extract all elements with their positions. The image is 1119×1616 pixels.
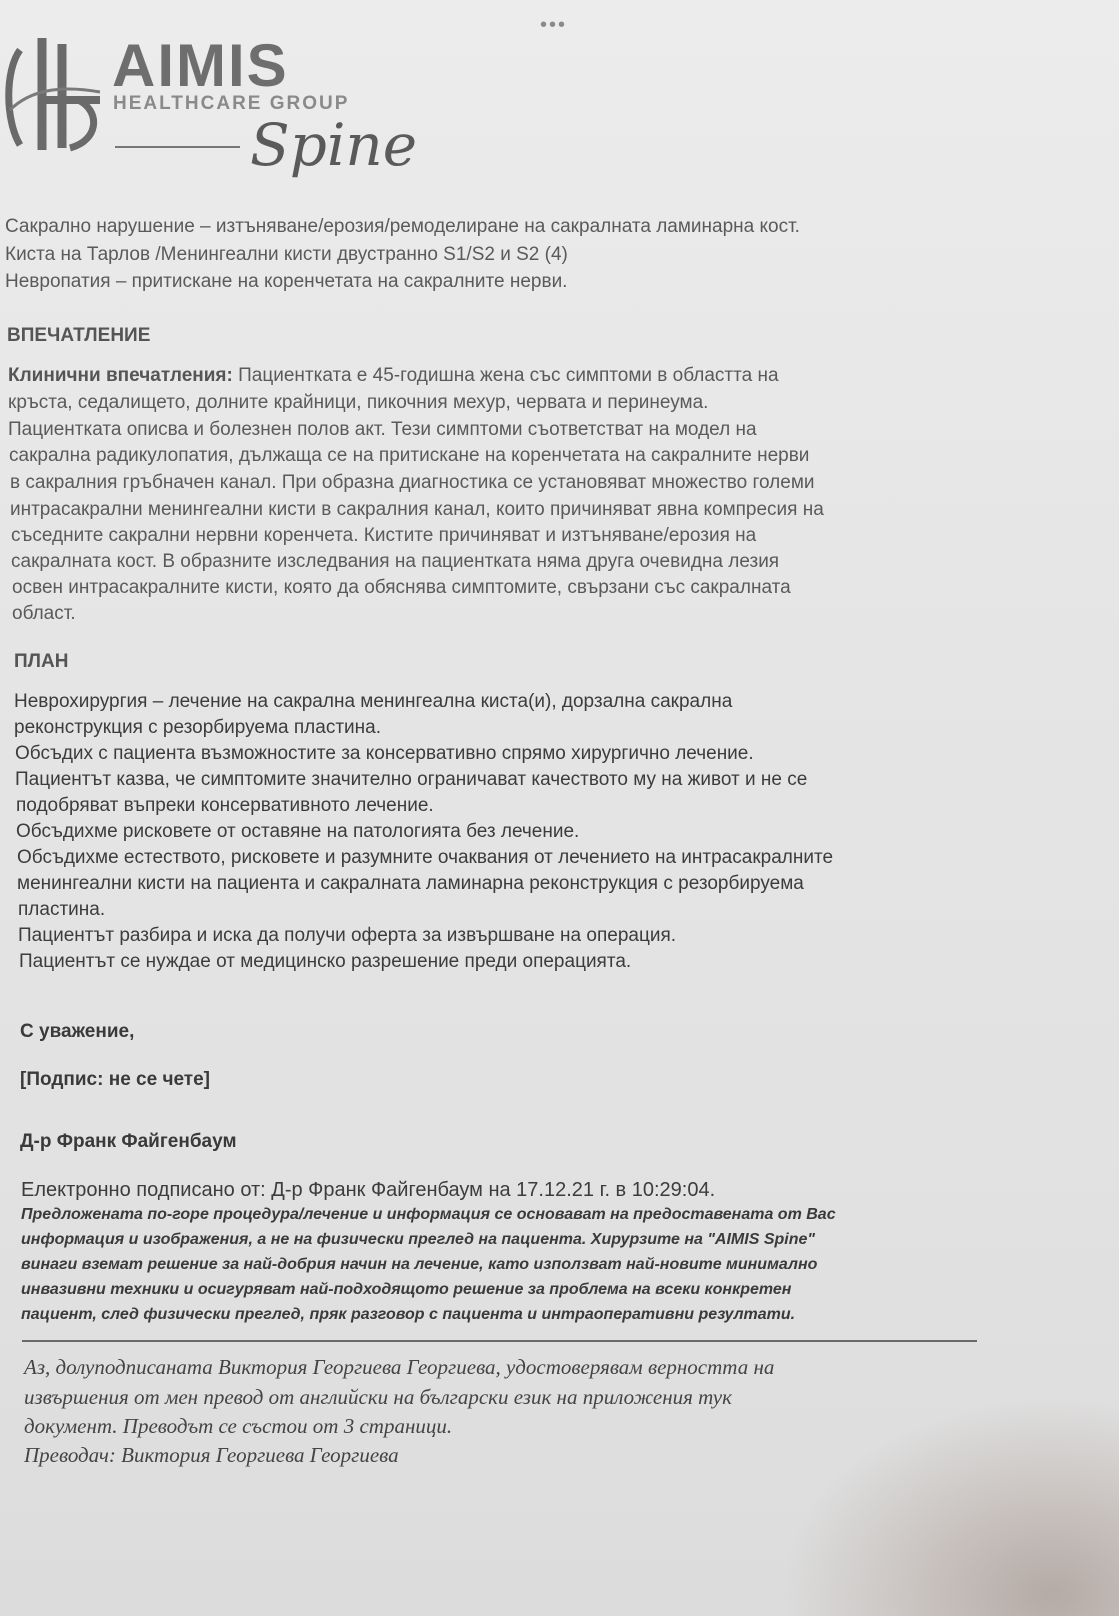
impression-line: област.	[12, 603, 76, 624]
disclaimer-line: пациент, след физически преглед, пряк разговор с пациента и интраоперативни резултати.	[21, 1306, 796, 1323]
more-options-icon[interactable]: •••	[540, 14, 568, 36]
diagnosis-line: Сакрално нарушение – изтъняване/ерозия/ремоделиране на сакралната ламинарна кост.	[5, 216, 800, 237]
impression-line: съседните сакрални нервни коренчета. Кистите причиняват и изтъняване/ерозия на	[11, 525, 757, 546]
diagnosis-line: Киста на Тарлов /Менингеални кисти двустранно S1/S2 и S2 (4)	[5, 244, 568, 265]
disclaimer-line: винаги вземат решение за най-добрия начин на лечение, като използват най-новите минимално	[21, 1256, 818, 1273]
plan-line: Пациентът казва, че симптомите значително ограничават качеството му на живот и не се	[15, 769, 808, 790]
disclaimer-line: информация и изображения, а не на физически преглед на пациента. Хирурзите на "AIMIS Spine"	[21, 1231, 815, 1248]
diagnosis-line: Невропатия – притискане на коренчетата на сакралните нерви.	[5, 271, 568, 292]
impression-line: кръста, седалището, долните крайници, пикочния мехур, червата и перинеума.	[8, 392, 709, 413]
logo-divider	[115, 146, 240, 148]
impression-line: Пациентката описва и болезнен полов акт. Тези симптоми съответстват на модел на	[8, 419, 757, 440]
impression-lead: Клинични впечатления:	[8, 365, 233, 386]
plan-line: реконструкция с резорбируема пластина.	[14, 717, 381, 738]
plan-line: Обсъдих с пациента възможностите за консервативно спрямо хирургично лечение.	[15, 743, 754, 764]
section-heading-impression: ВПЕЧАТЛЕНИЕ	[7, 325, 151, 346]
plan-line: Обсъдихме естеството, рисковете и разумните очаквания от лечението на интрасакралните	[17, 847, 834, 868]
translator-note-line: документ. Преводът се състои от 3 страници.	[24, 1414, 453, 1438]
electronic-signature: Електронно подписано от: Д-р Франк Файгенбаум на 17.12.21 г. в 10:29:04.	[21, 1179, 716, 1201]
divider-line	[22, 1340, 977, 1342]
photo-shadow	[779, 1396, 1119, 1616]
disclaimer-line: Предложената по-горе процедура/лечение и информация се основават на предоставената от Вас	[21, 1206, 836, 1223]
impression-line	[8, 366, 779, 385]
impression-line: интрасакрални менингеални кисти в сакралния канал, които причиняват явна компресия на	[10, 499, 824, 520]
logo-subtitle: HEALTHCARE GROUP	[113, 93, 350, 114]
plan-line: Пациентът се нуждае от медицинско разрешение преди операцията.	[19, 951, 632, 972]
plan-line: пластина.	[18, 899, 106, 920]
plan-line: менингеални кисти на пациента и сакралната ламинарна реконструкция с резорбируема	[17, 873, 804, 894]
translator-note-line: извършения от мен превод от английски на български език на приложения тук	[24, 1385, 732, 1409]
doctor-name: Д-р Франк Файгенбаум	[20, 1131, 237, 1152]
translator-note-line: Аз, долуподписаната Виктория Георгиева Георгиева, удостоверявам верността на	[24, 1355, 775, 1379]
aimis-emblem-icon	[0, 30, 110, 160]
impression-line: сакрална радикулопатия, дължаща се на притискане на коренчетата на сакралните нерви	[9, 445, 810, 466]
impression-line: в сакралния гръбначен канал. При образна диагностика се установяват множество големи	[10, 472, 815, 493]
closing-regards: С уважение,	[20, 1021, 135, 1042]
plan-line: Пациентът разбира и иска да получи оферта за извършване на операция.	[18, 925, 677, 946]
section-heading-plan: ПЛАН	[14, 651, 69, 672]
logo-brand-text: AIMIS	[112, 32, 289, 99]
impression-line: сакралната кост. В образните изследвания на пациентката няма друга очевидна лезия	[11, 551, 780, 572]
plan-line: подобряват въпреки консервативното лечение.	[16, 795, 434, 816]
plan-line: Неврохирургия – лечение на сакрална менингеална киста(и), дорзална сакрална	[14, 691, 733, 712]
plan-line: Обсъдихме рисковете от оставяне на патологията без лечение.	[16, 821, 580, 842]
translator-signature: Преводач: Виктория Георгиева Георгиева	[24, 1443, 399, 1467]
company-logo	[0, 30, 420, 200]
disclaimer-line: инвазивни техники и осигуряват най-подходящото решение за проблема на всеки конкретен	[21, 1281, 792, 1298]
impression-line: освен интрасакралните кисти, която да обяснява симптомите, свързани със сакралната	[12, 577, 791, 598]
logo-division: Spine	[250, 111, 418, 179]
impression-text: Пациентката е 45-годишна жена със симптоми в областта на	[232, 365, 779, 386]
signature-placeholder: [Подпис: не се чете]	[20, 1069, 211, 1090]
